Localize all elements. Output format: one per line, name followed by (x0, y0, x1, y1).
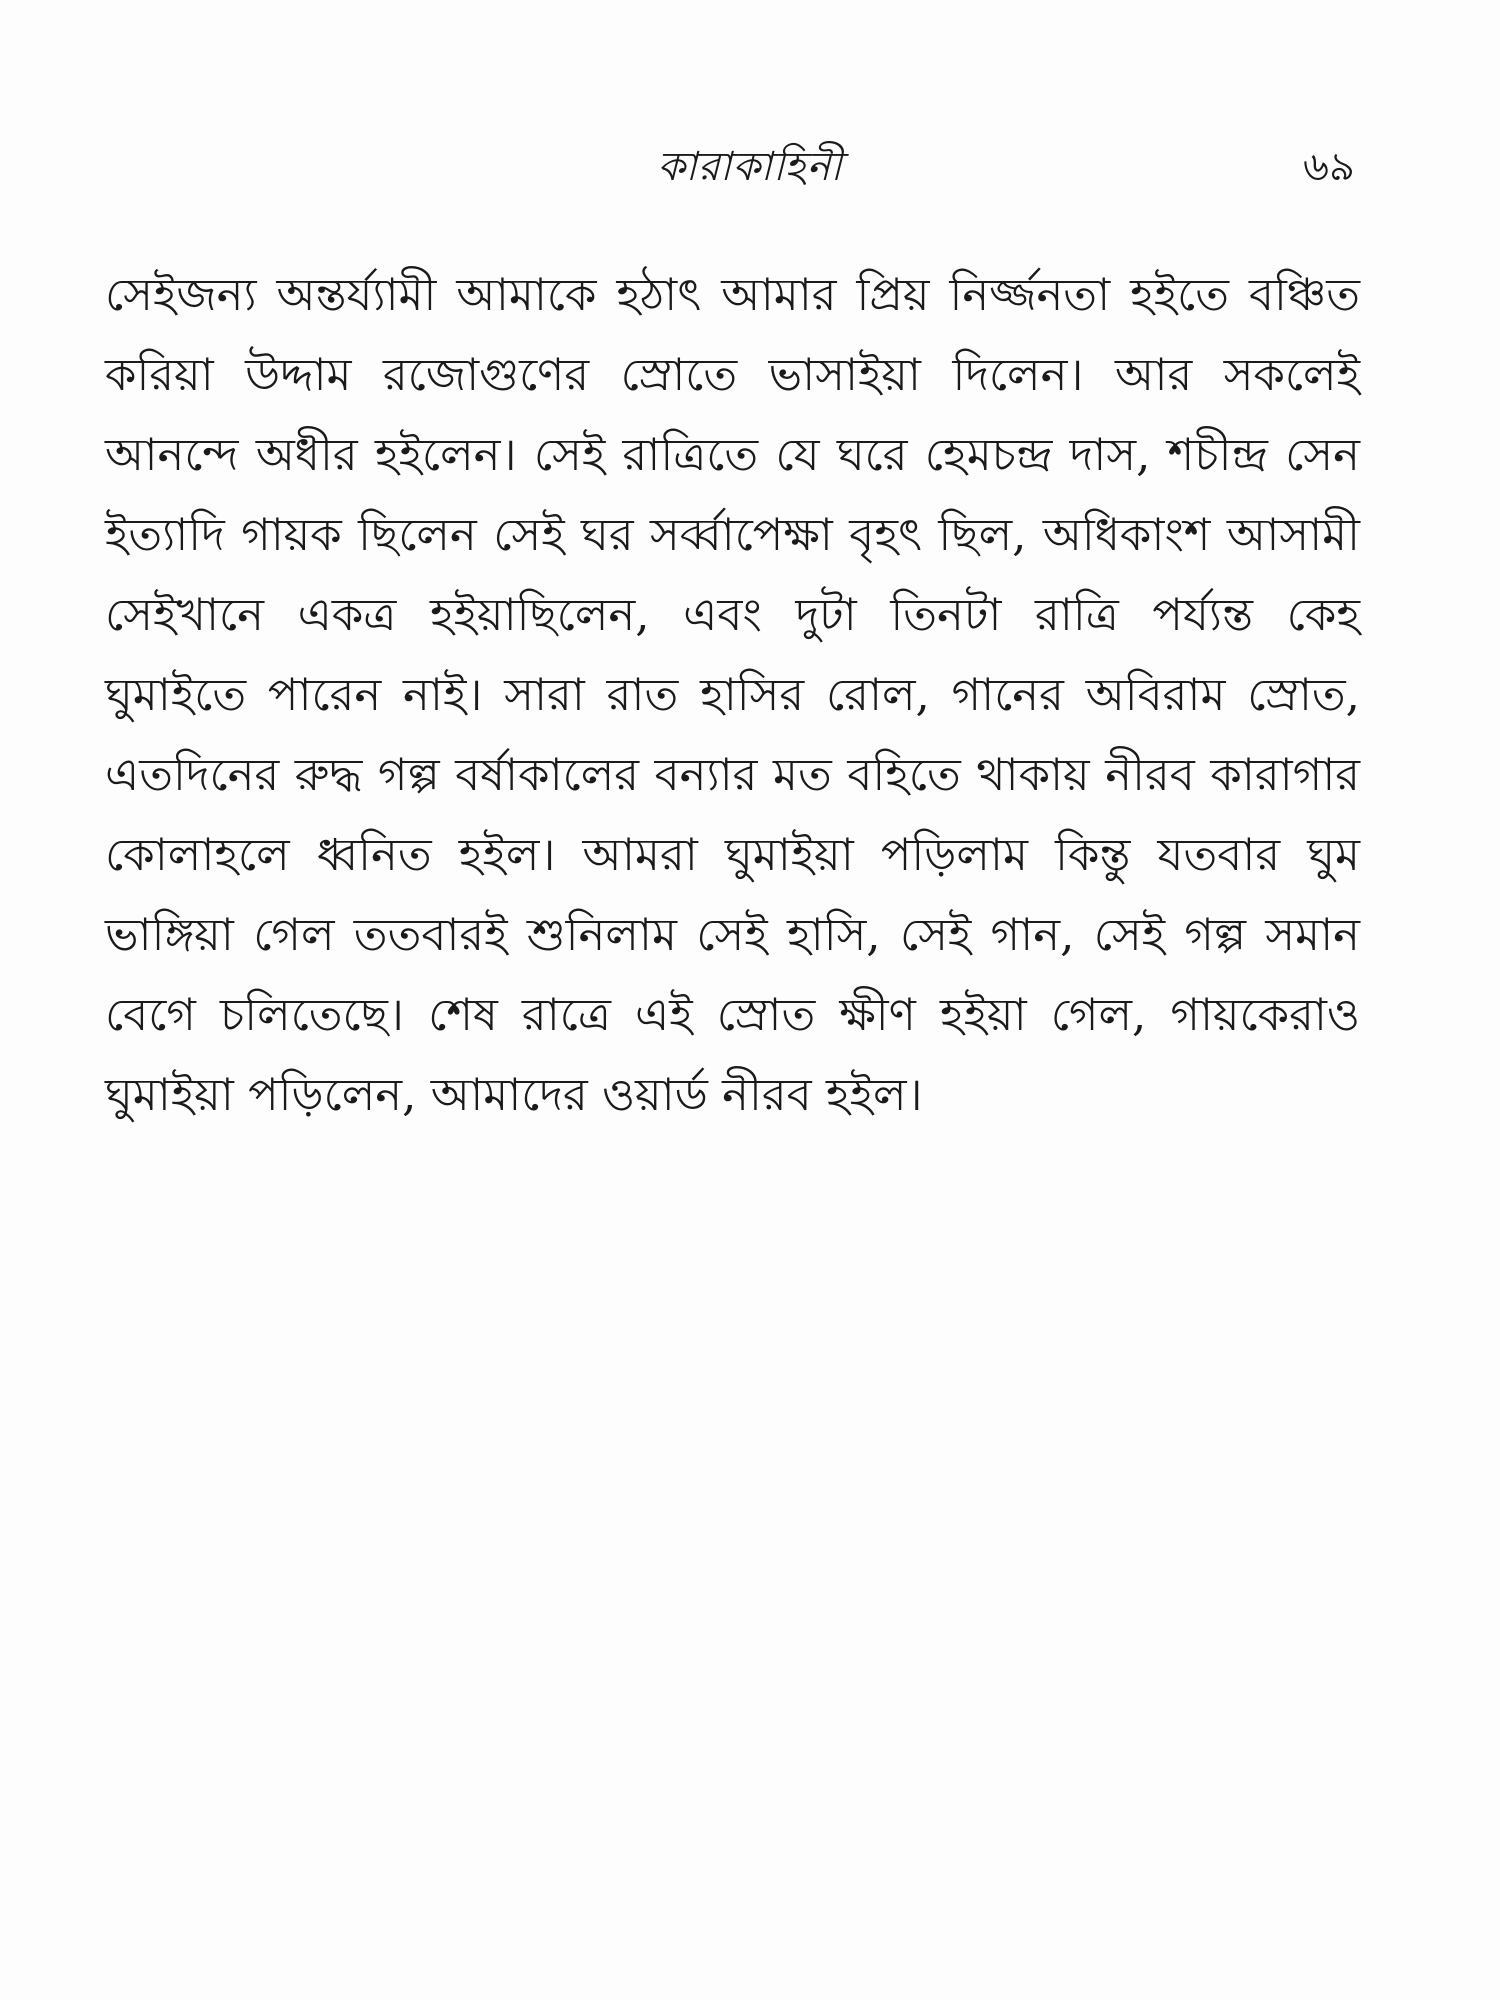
running-title: কারাকাহিনী (657, 144, 843, 190)
page-number: ৬৯ (1303, 144, 1355, 190)
body-paragraph: সেইজন্য অন্তর্য্যামী আমাকে হঠাৎ আমার প্রিয় নির্জ্জনতা হইতে বঞ্চিত করিয়া উদ্দাম রজোগুণের স্রোতে ভাসাইয়া দিলেন। আর সকলেই আনন্দে অধীর হইলেন। সেই রাত্রিতে যে ঘরে হেমচন্দ্র দাস, শচীন্দ্র সেন ইত্যাদি গায়ক ছিলেন সেই ঘর সর্ব্বাপেক্ষা বৃহৎ ছিল, অধিকাংশ আসামী সেইখানে একত্র হইয়াছিলেন, এবং দুটা তিনটা রাত্রি পর্য্যন্ত কেহ ঘুমাইতে পারেন নাই। সারা রাত হাসির রোল, গানের অবিরাম স্রোত, এতদিনের রুদ্ধ গল্প বর্ষাকালের বন্যার মত বহিতে থাকায় নীরব কারাগার কোলাহলে ধ্বনিত হইল। আমরা ঘুমাইয়া পড়িলাম কিন্তু যতবার ঘুম ভাঙ্গিয়া গেল ততবারই শুনিলাম সেই হাসি, সেই গান, সেই গল্প সমান বেগে চলিতেছে। শেষ রাত্রে এই স্রোত ক্ষীণ হইয়া গেল, গায়কেরাও ঘুমাইয়া পড়িলেন, আমাদের ওয়ার্ড নীরব হইল। (105, 268, 1360, 1121)
